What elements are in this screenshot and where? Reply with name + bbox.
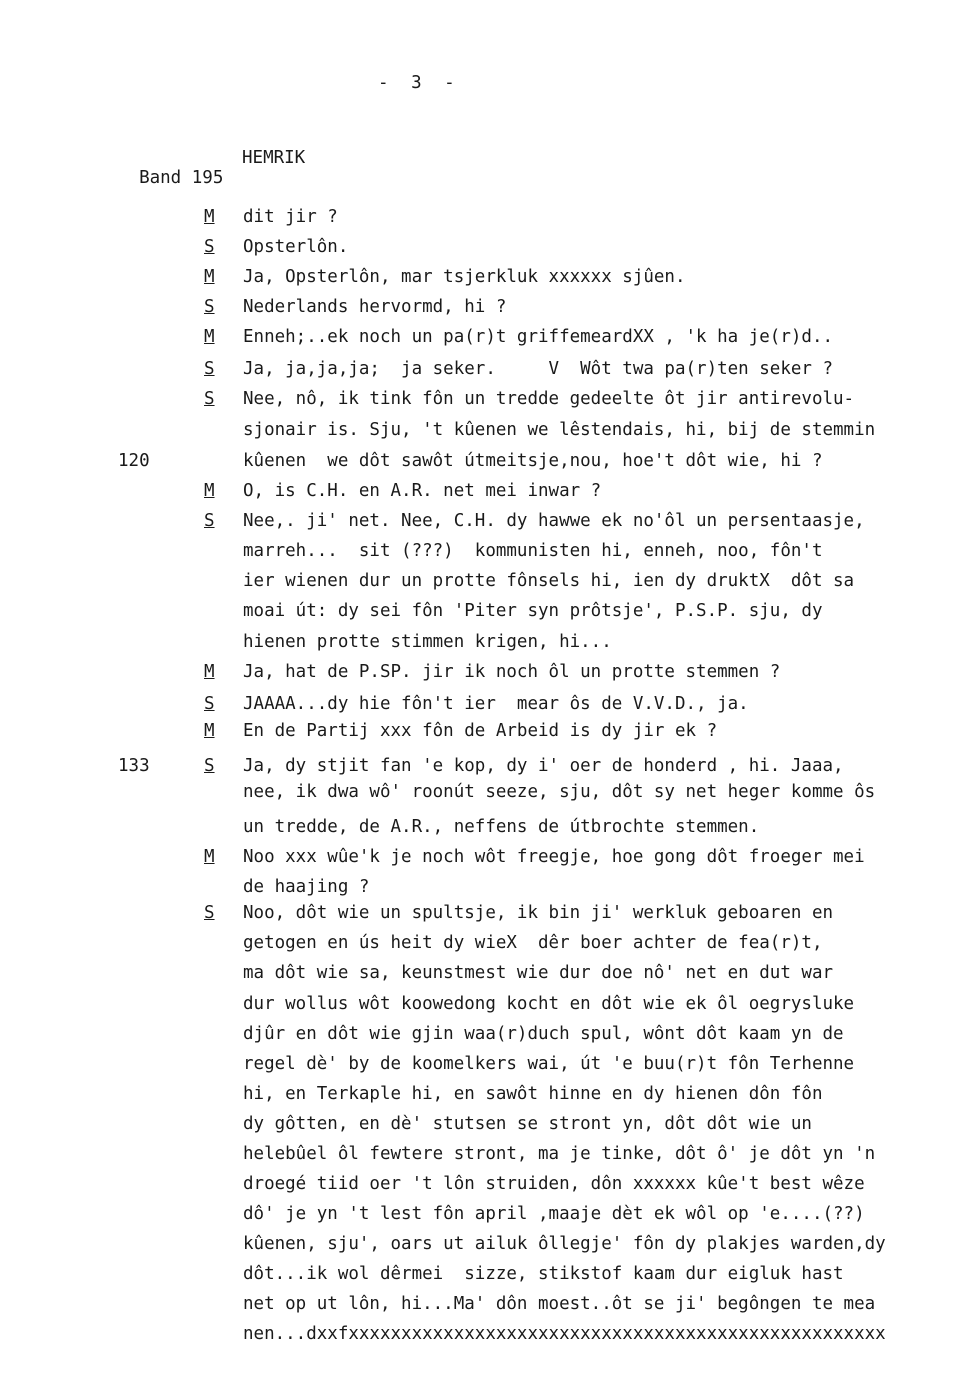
line-text: Nee,. ji' net. Nee, C.H. dy hawwe ek no'ôl un persentaasje, — [243, 511, 865, 531]
transcript-line — [0, 297, 979, 327]
transcript-line — [0, 994, 979, 1024]
band-label: Band 195 — [139, 168, 224, 188]
speaker-label: S — [204, 237, 215, 257]
transcript-line — [0, 1144, 979, 1174]
line-text: sjonair is. Sju, 't kûenen we lêstendais, hi, bij de stemmin — [243, 420, 876, 440]
line-text: Ja, Opsterlôn, mar tsjerkluk xxxxxx sjûen. — [243, 267, 686, 287]
transcript-line — [0, 963, 979, 993]
transcript-line — [0, 662, 979, 692]
line-text: Ja, hat de P.SP. jir ik noch ôl un protte stemmen ? — [243, 662, 781, 682]
line-text: hienen protte stimmen krigen, hi... — [243, 632, 612, 652]
speaker-label: S — [204, 297, 215, 317]
transcript-line — [0, 601, 979, 631]
line-text: dôt...ik wol dêrmei sizze, stikstof kaam dur eigluk hast — [243, 1264, 844, 1284]
line-text: dô' je yn 't lest fôn april ,maaje dèt ek wôl op 'e....(??) — [243, 1204, 865, 1224]
speaker-label: S — [204, 756, 215, 776]
transcript-line — [0, 847, 979, 877]
transcript-line — [0, 511, 979, 541]
speaker-label: M — [204, 662, 215, 682]
speaker-label: M — [204, 481, 215, 501]
line-text: Ja, dy stjit fan 'e kop, dy i' oer de honderd , hi. Jaaa, — [243, 756, 844, 776]
speaker-label: M — [204, 721, 215, 741]
line-text: net op ut lôn, hi...Ma' dôn moest..ôt se ji' begôngen te mea — [243, 1294, 876, 1314]
transcript-line — [0, 1114, 979, 1144]
line-number: 133 — [118, 756, 150, 776]
transcript-line — [0, 389, 979, 419]
line-text: Noo xxx wûe'k je noch wôt freegje, hoe gong dôt froeger mei — [243, 847, 865, 867]
header-title: HEMRIK — [242, 148, 306, 168]
transcript-line — [0, 267, 979, 297]
transcript-line — [0, 721, 979, 751]
speaker-label: M — [204, 847, 215, 867]
line-text: nee, ik dwa wô' roonút seeze, sju, dôt sy net heger komme ôs — [243, 782, 876, 802]
line-text: regel dè' by de koomelkers wai, út 'e buu(r)t fôn Terhenne — [243, 1054, 855, 1074]
transcript-line — [0, 541, 979, 571]
line-text: Enneh;..ek noch un pa(r)t griffemeardXX , 'k ha je(r)d.. — [243, 327, 834, 347]
line-text: kûenen, sju', oars ut ailuk ôllegje' fôn dy plakjes warden,dy — [243, 1234, 886, 1254]
transcript-line — [0, 1204, 979, 1234]
line-text: hi, en Terkaple hi, en sawôt hinne en dy hienen dôn fôn — [243, 1084, 823, 1104]
transcript-line — [0, 1054, 979, 1084]
speaker-label: S — [204, 694, 215, 714]
line-text: ma dôt wie sa, keunstmest wie dur doe nô' net en dut war — [243, 963, 834, 983]
line-text: Noo, dôt wie un spultsje, ik bin ji' werkluk geboaren en — [243, 903, 834, 923]
speaker-label: M — [204, 267, 215, 287]
line-text: Ja, ja,ja,ja; ja seker. V Wôt twa pa(r)ten seker ? — [243, 359, 834, 379]
line-text: un tredde, de A.R., neffens de útbrochte stemmen. — [243, 817, 760, 837]
line-text: marreh... sit (???) kommunisten hi, enneh, noo, fôn't — [243, 541, 823, 561]
speaker-label: S — [204, 903, 215, 923]
transcript-line — [0, 481, 979, 511]
transcript-line — [0, 571, 979, 601]
line-text: dur wollus wôt koowedong kocht en dôt wie ek ôl oegrysluke — [243, 994, 855, 1014]
speaker-label: S — [204, 359, 215, 379]
speaker-label: S — [204, 511, 215, 531]
transcript-line — [0, 1084, 979, 1114]
transcript-line — [0, 817, 979, 847]
line-text: helebûel ôl fewtere stront, ma je tinke, dôt ô' je dôt yn 'n — [243, 1144, 876, 1164]
line-text: dit jir ? — [243, 207, 338, 227]
transcript-line — [0, 933, 979, 963]
transcript-line — [0, 694, 979, 724]
transcript-line — [0, 1234, 979, 1264]
line-text: Nee, nô, ik tink fôn un tredde gedeelte ôt jir antirevolu- — [243, 389, 855, 409]
transcript-line — [0, 451, 979, 481]
line-text: kûenen we dôt sawôt útmeitsje,nou, hoe't dôt wie, hi ? — [243, 451, 823, 471]
transcript-line — [0, 782, 979, 812]
line-text: droegé tiid oer 't lôn struiden, dôn xxxxxx kûe't best wêze — [243, 1174, 865, 1194]
line-text: dy gôtten, en dè' stutsen se stront yn, dôt dôt wie un — [243, 1114, 812, 1134]
line-text: moai út: dy sei fôn 'Piter syn prôtsje', P.S.P. sju, dy — [243, 601, 823, 621]
transcript-line — [0, 1024, 979, 1054]
speaker-label: S — [204, 389, 215, 409]
transcript-line — [0, 632, 979, 662]
line-text: de haajing ? — [243, 877, 370, 897]
line-text: ier wienen dur un protte fônsels hi, ien dy druktX dôt sa — [243, 571, 855, 591]
transcript-line — [0, 1264, 979, 1294]
transcript-line — [0, 1294, 979, 1324]
transcript-line — [0, 420, 979, 450]
line-text: O, is C.H. en A.R. net mei inwar ? — [243, 481, 602, 501]
line-text: JAAAA...dy hie fôn't ier mear ôs de V.V.D., ja. — [243, 694, 749, 714]
line-text: Opsterlôn. — [243, 237, 349, 257]
transcript-line — [0, 327, 979, 357]
line-text: nen...dxxfxxxxxxxxxxxxxxxxxxxxxxxxxxxxxxxxxxxxxxxxxxxxxxxxxxx — [243, 1324, 886, 1344]
speaker-label: M — [204, 327, 215, 347]
line-number: 120 — [118, 451, 150, 471]
transcript-line — [0, 1324, 979, 1354]
transcript-line — [0, 1174, 979, 1204]
page-number: - 3 - — [378, 73, 461, 93]
transcript-line — [0, 903, 979, 933]
document-header — [118, 148, 306, 208]
speaker-label: M — [204, 207, 215, 227]
line-text: En de Partij xxx fôn de Arbeid is dy jir ek ? — [243, 721, 718, 741]
line-text: getogen en ús heit dy wieX dêr boer achter de fea(r)t, — [243, 933, 823, 953]
transcript-line — [0, 237, 979, 267]
transcript-line — [0, 359, 979, 389]
transcript-line — [0, 207, 979, 237]
line-text: Nederlands hervormd, hi ? — [243, 297, 507, 317]
line-text: djûr en dôt wie gjin waa(r)duch spul, wônt dôt kaam yn de — [243, 1024, 844, 1044]
